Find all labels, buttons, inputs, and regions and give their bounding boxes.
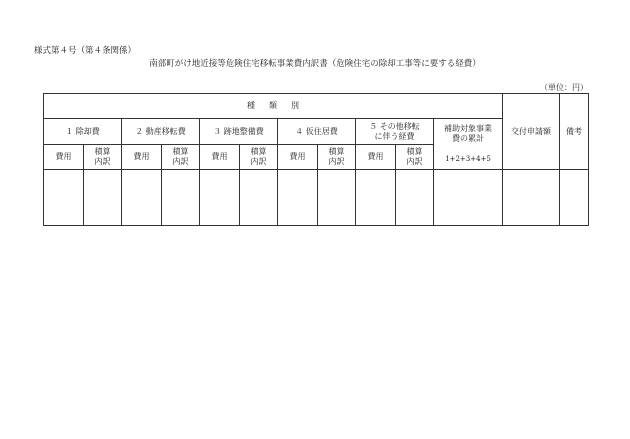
sub-header-estimate: 積算 内訳 xyxy=(396,145,434,170)
total-header: 補助対象事業 費の累計 1+2+3+4+5 xyxy=(434,119,503,170)
category-header: 種類別 xyxy=(44,94,503,119)
unit-label: （単位：円） xyxy=(540,83,588,92)
sub-header-estimate: 積算 内訳 xyxy=(84,145,122,170)
category-site-preparation: ３ 跡地整備費 xyxy=(200,119,278,145)
sub-header-estimate: 積算 内訳 xyxy=(240,145,278,170)
sub-header-cost: 費用 xyxy=(278,145,318,170)
entry-cell[interactable] xyxy=(84,170,122,226)
total-formula: 1+2+3+4+5 xyxy=(445,155,491,163)
document-title: 南部町がけ地近接等危険住宅移転事業費内訳書（危険住宅の除却工事等に要する経費） xyxy=(149,59,481,69)
sub-header-cost: 費用 xyxy=(122,145,162,170)
category-temporary-housing: ４ 仮住居費 xyxy=(278,119,356,145)
sub-header-cost: 費用 xyxy=(356,145,396,170)
sub-header-cost: 費用 xyxy=(44,145,84,170)
entry-cell[interactable] xyxy=(200,170,240,226)
grant-application-header: 交付申請額 xyxy=(503,94,560,170)
entry-cell[interactable] xyxy=(318,170,356,226)
sub-header-estimate: 積算 内訳 xyxy=(318,145,356,170)
entry-cell[interactable] xyxy=(122,170,162,226)
entry-cell[interactable] xyxy=(356,170,396,226)
entry-cell[interactable] xyxy=(503,170,560,226)
category-movables-transfer: ２ 動産移転費 xyxy=(122,119,200,145)
entry-cell[interactable] xyxy=(162,170,200,226)
sub-header-estimate: 積算 内訳 xyxy=(162,145,200,170)
category-demolition: １ 除却費 xyxy=(44,119,122,145)
entry-cell[interactable] xyxy=(434,170,503,226)
entry-cell[interactable] xyxy=(44,170,84,226)
entry-cell[interactable] xyxy=(396,170,434,226)
entry-cell[interactable] xyxy=(278,170,318,226)
category-other-relocation: ５ その他移転 に伴う経費 xyxy=(356,119,434,145)
cost-breakdown-table xyxy=(43,93,589,226)
remarks-header: 備考 xyxy=(560,94,589,170)
entry-cell[interactable] xyxy=(560,170,589,226)
sub-header-cost: 費用 xyxy=(200,145,240,170)
entry-cell[interactable] xyxy=(240,170,278,226)
form-number: 様式第４号（第４条関係） xyxy=(34,46,137,56)
